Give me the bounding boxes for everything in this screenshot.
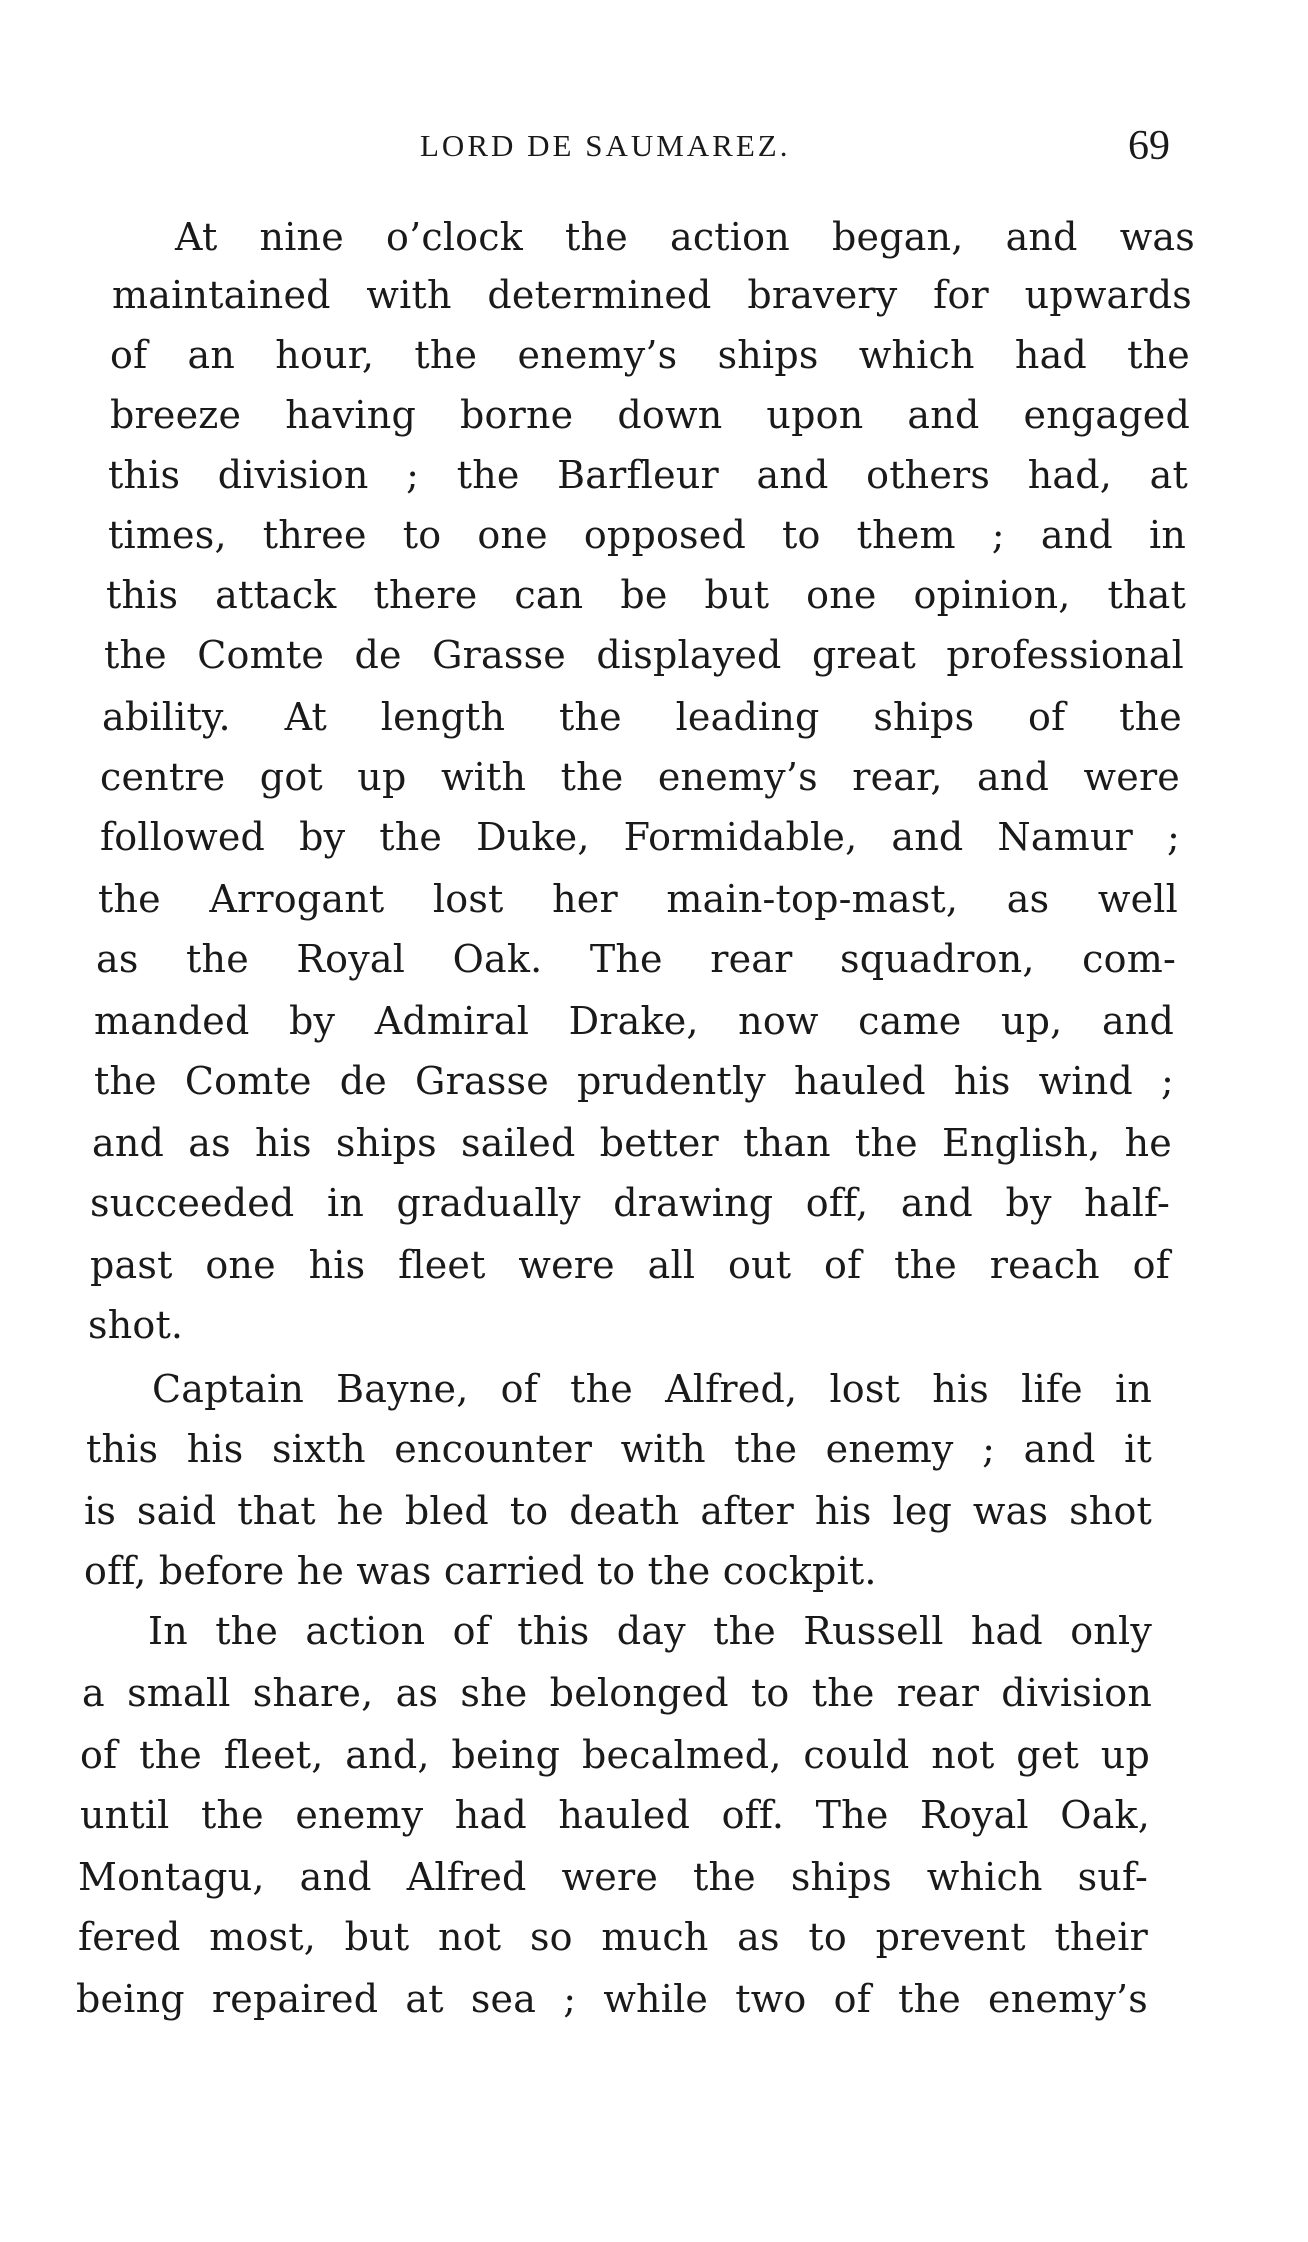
text-line: maintained with determined bravery for upwards — [112, 273, 1192, 317]
text-line: the Comte de Grasse prudently hauled his wind ; — [94, 1059, 1174, 1103]
text-line: followed by the Duke, Formidable, and Namur ; — [100, 815, 1180, 859]
text-line: this division ; the Barfleur and others had, at — [108, 453, 1188, 497]
running-title: LORD DE SAUMAREZ. — [420, 128, 791, 163]
text-line: the Comte de Grasse displayed great professional — [104, 633, 1184, 677]
text-line: succeeded in gradually drawing off, and by half- — [90, 1181, 1170, 1225]
text-line: until the enemy had hauled off. The Royal Oak, — [80, 1793, 1150, 1837]
text-line: this his sixth encounter with the enemy ; and it — [86, 1427, 1152, 1471]
text-line: Montagu, and Alfred were the ships which suf- — [78, 1855, 1148, 1899]
text-line: ability. At length the leading ships of the — [102, 695, 1182, 739]
text-line: In the action of this day the Russell had only — [148, 1609, 1152, 1653]
text-line: times, three to one opposed to them ; and in — [108, 513, 1186, 557]
page-number: 69 — [1128, 123, 1170, 169]
text-line: this attack there can be but one opinion, that — [106, 573, 1186, 617]
text-line: fered most, but not so much as to prevent their — [78, 1915, 1148, 1959]
text-line: past one his fleet were all out of the reach of — [90, 1243, 1170, 1287]
text-line: breeze having borne down upon and engaged — [110, 393, 1190, 437]
text-line: of the fleet, and, being becalmed, could not get up — [80, 1733, 1150, 1777]
text-line: is said that he bled to death after his leg was shot — [84, 1489, 1152, 1533]
text-line: At nine o’clock the action began, and was — [175, 215, 1195, 259]
text-line: manded by Admiral Drake, now came up, and — [94, 999, 1174, 1043]
text-line: as the Royal Oak. The rear squadron, com- — [96, 937, 1176, 981]
text-line: of an hour, the enemy’s ships which had the — [110, 333, 1190, 377]
text-line: the Arrogant lost her main-top-mast, as well — [98, 877, 1178, 921]
text-line: a small share, as she belonged to the rear division — [82, 1671, 1152, 1715]
text-line: and as his ships sailed better than the English, he — [92, 1121, 1172, 1165]
text-line: Captain Bayne, of the Alfred, lost his life in — [152, 1367, 1152, 1411]
text-line: centre got up with the enemy’s rear, and were — [100, 755, 1180, 799]
text-line: shot. — [88, 1303, 184, 1347]
text-line: being repaired at sea ; while two of the enemy’s — [76, 1977, 1148, 2021]
text-line: off, before he was carried to the cockpit. — [84, 1549, 877, 1593]
